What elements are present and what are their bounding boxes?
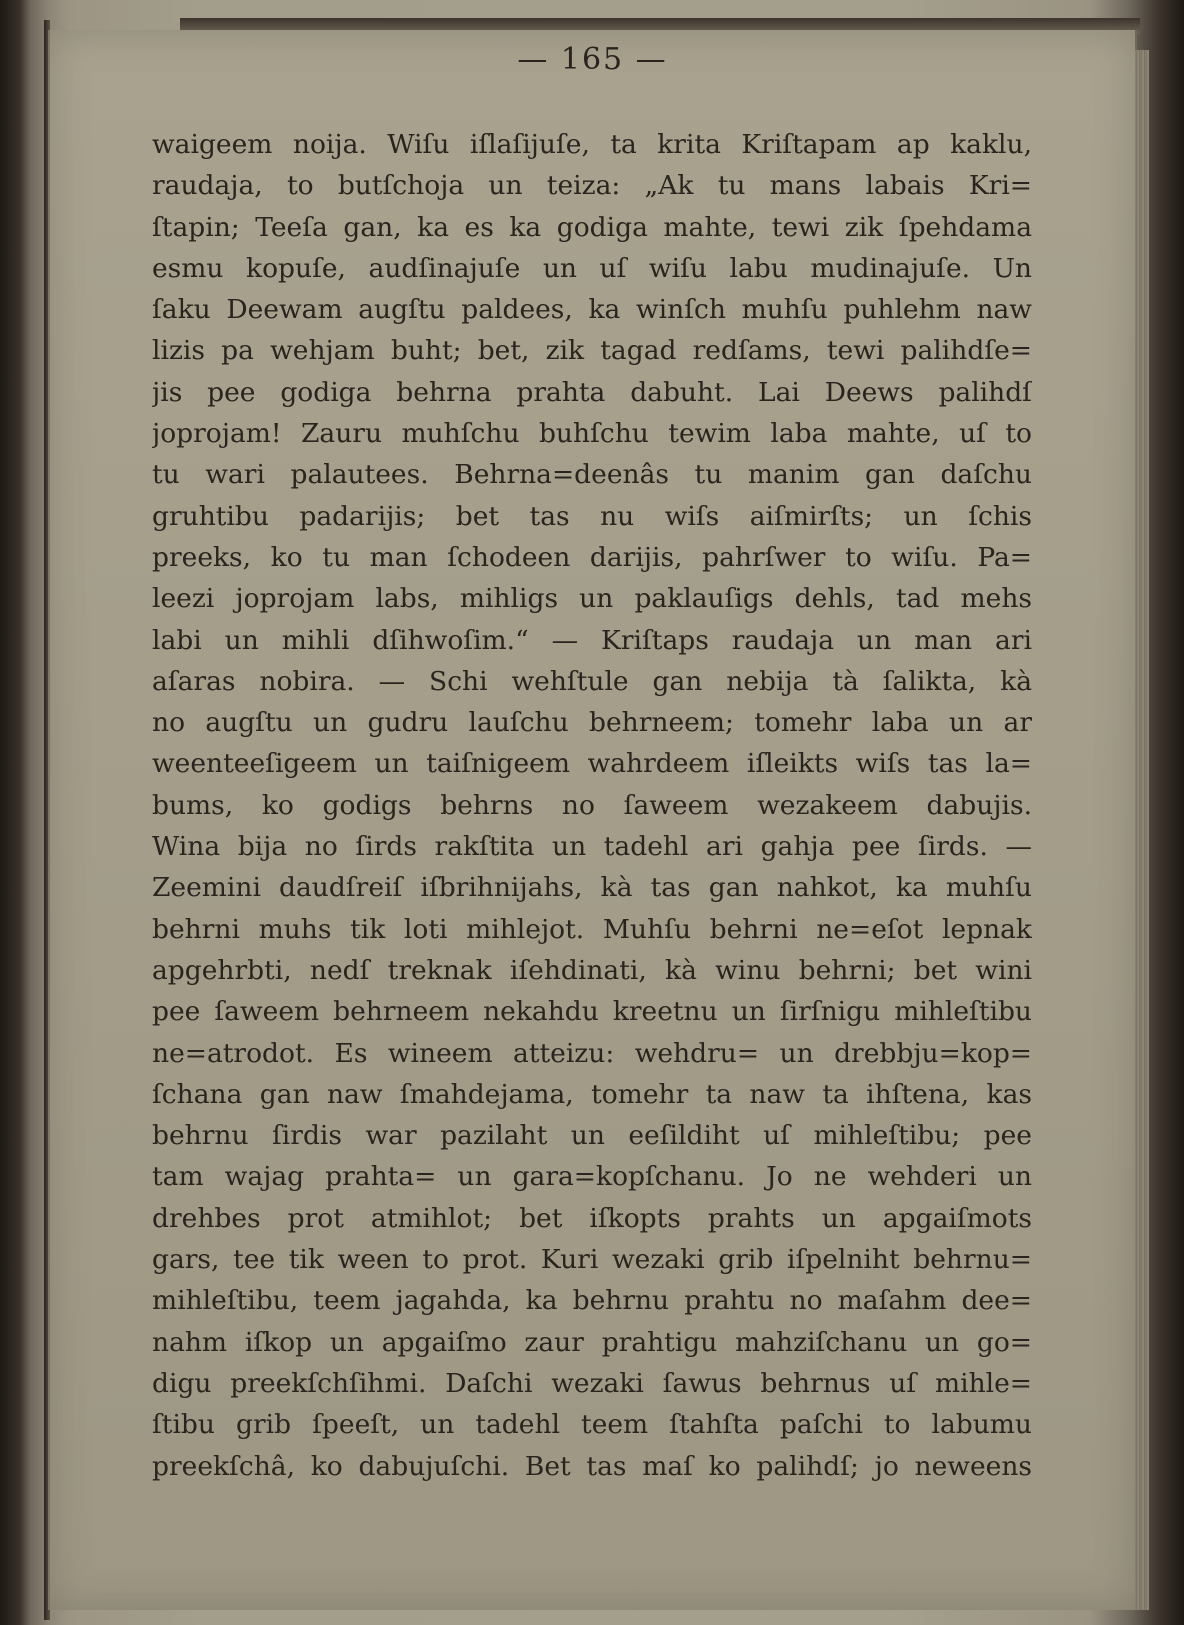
text-line: no augſtu un gudru lauſchu behrneem; tomehr laba un ar [152, 707, 1032, 739]
text-line: behrni muhs tik loti mihlejot. Muhſu behrni ne=eſot lepnak [152, 913, 1032, 945]
page-stack-edge [1135, 50, 1149, 1610]
text-line: ſtibu grib ſpeeſt, un tadehl teem ſtahſta paſchi to labumu [152, 1409, 1032, 1441]
text-line: labi un mihli dſihwoſim.“ — Kriſtaps raudaja un man ari [152, 624, 1032, 656]
text-line: gruhtibu padarijis; bet tas nu wiſs aiſmirſts; un ſchis [152, 500, 1032, 532]
text-line: aſaras nobira. — Schi wehſtule gan nebija tà ſalikta, kà [152, 665, 1032, 697]
text-line: ſtapin; Teeſa gan, ka es ka godiga mahte, tewi zik ſpehdama [152, 211, 1032, 243]
text-line: pee ſaweem behrneem nekahdu kreetnu un ſirſnigu mihleſtibu [152, 996, 1032, 1028]
text-line: gars, tee tik ween to prot. Kuri wezaki grib iſpelniht behrnu= [152, 1244, 1032, 1276]
page-number: — 165 — [517, 42, 668, 77]
text-line: esmu kopuſe, audſinajuſe un uſ wiſu labu mudinajuſe. Un [152, 252, 1032, 284]
text-line: drehbes prot atmihlot; bet iſkopts prahts un apgaiſmots [152, 1202, 1032, 1234]
text-line: tu wari palautees. Behrna=deenâs tu manim gan daſchu [152, 459, 1032, 491]
page-text [152, 124, 1032, 1487]
text-line: preekſchâ, ko dabujuſchi. Bet tas maſ ko palihdſ; jo neweens [152, 1450, 1032, 1482]
text-line: mihleſtibu, teem jagahda, ka behrnu prahtu no maſahm dee= [152, 1285, 1032, 1317]
text-line: Zeemini daudſreiſ iſbrihnijahs, kà tas gan nahkot, ka muhſu [152, 872, 1032, 904]
text-line: bums, ko godigs behrns no ſaweem wezakeem dabujis. [152, 789, 1032, 821]
text-line: Wina bija no ſirds rakſtita un tadehl ari gahja pee ſirds. — [152, 831, 1032, 863]
text-line: digu preekſchſihmi. Daſchi wezaki ſawus behrnus uſ mihle= [152, 1367, 1032, 1399]
text-line: nahm iſkop un apgaiſmo zaur prahtigu mahziſchanu un go= [152, 1326, 1032, 1358]
text-line: leezi joprojam labs, mihligs un paklauſigs dehls, tad mehs [152, 583, 1032, 615]
text-line: preeks, ko tu man ſchodeen darijis, pahrſwer to wiſu. Pa= [152, 541, 1032, 573]
text-line: jis pee godiga behrna prahta dabuht. Lai Deews palihdſ [152, 376, 1032, 408]
text-line: joprojam! Zauru muhſchu buhſchu tewim laba mahte, uſ to [152, 418, 1032, 450]
text-line: ne=atrodot. Es wineem atteizu: wehdru= un drebbju=kop= [152, 1037, 1032, 1069]
text-line: lizis pa wehjam buht; bet, zik tagad redſams, tewi palihdſe= [152, 335, 1032, 367]
text-line: raudaja, to butſchoja un teiza: „Ak tu mans labais Kri= [152, 170, 1032, 202]
text-line: weenteeſigeem un taiſnigeem wahrdeem iſleikts wiſs tas la= [152, 748, 1032, 780]
text-line: ſchana gan naw ſmahdejama, tomehr ta naw ta ihſtena, kas [152, 1078, 1032, 1110]
text-line: waigeem noija. Wiſu iſlaſijuſe, ta krita Kriſtapam ap kaklu, [152, 129, 1032, 160]
text-line: behrnu ſirdis war pazilaht un eeſildiht uſ mihleſtibu; pee [152, 1120, 1032, 1152]
text-line: apgehrbti, nedſ treknak iſehdinati, kà winu behrni; bet wini [152, 954, 1032, 986]
text-line: tam wajag prahta= un gara=kopſchanu. Jo ne wehderi un [152, 1161, 1032, 1193]
text-line: ſaku Deewam augſtu paldees, ka winſch muhſu puhlehm naw [152, 294, 1032, 326]
